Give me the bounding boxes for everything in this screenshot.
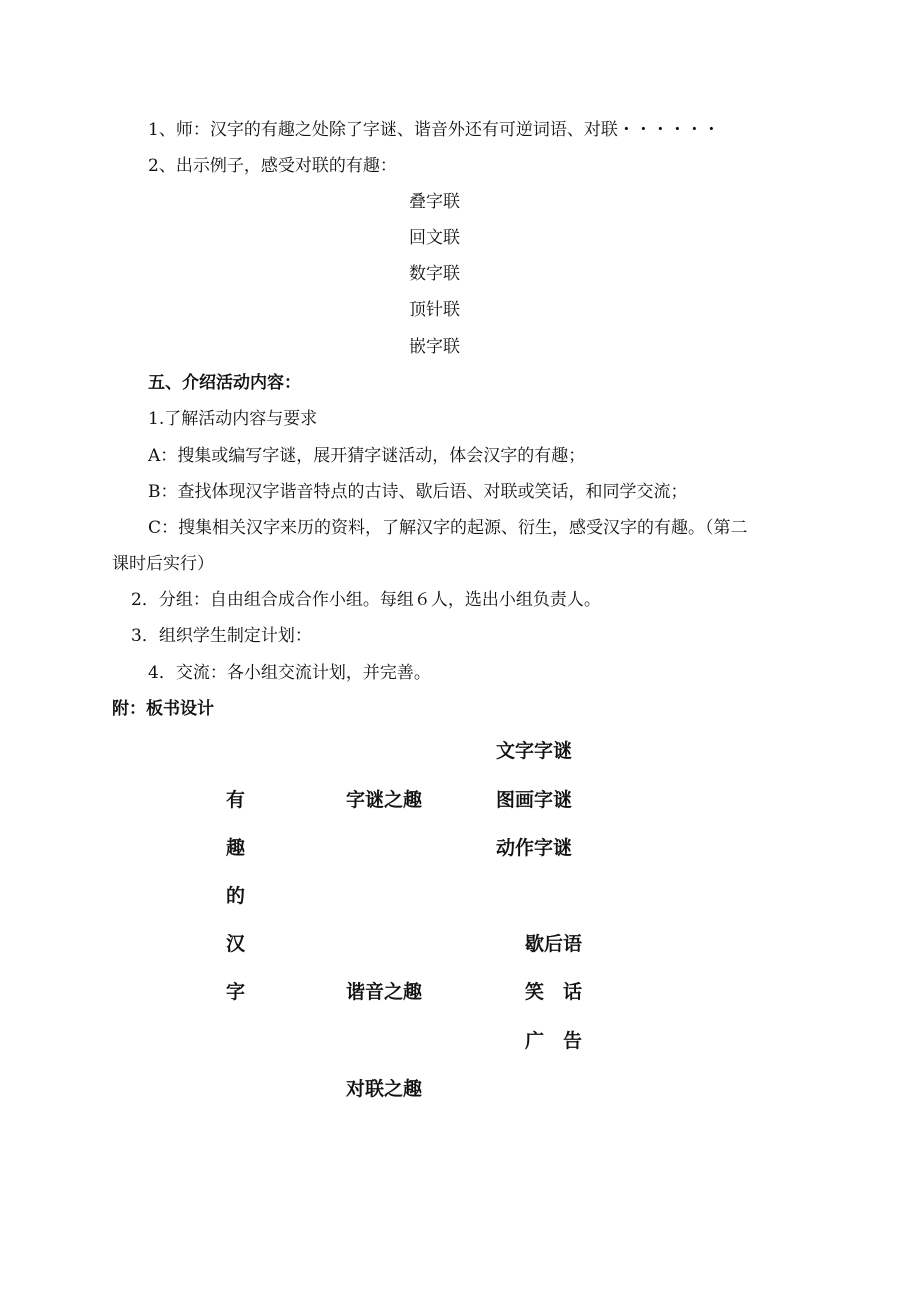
board-title-char: 汉 [226, 933, 246, 955]
couplet-type-item: 嵌字联 [409, 337, 460, 357]
section-heading: 五、介绍活动内容： [148, 373, 301, 393]
activity-item-4: 4．交流：各小组交流计划，并完善。 [148, 663, 431, 683]
board-title-char: 的 [226, 885, 246, 907]
couplet-type-item: 叠字联 [409, 192, 460, 212]
appendix-heading: 附：板书设计 [112, 699, 214, 719]
board-title-char: 字 [226, 981, 246, 1003]
homophone-type: 笑 话 [524, 981, 582, 1003]
paragraph-2: 2、出示例子，感受对联的有趣： [148, 156, 397, 176]
riddle-type: 文字字谜 [496, 740, 573, 762]
riddle-type: 图画字谜 [496, 789, 573, 811]
activity-item-2: 2．分组：自由组合成合作小组。每组６人，选出小组负责人。 [131, 590, 601, 610]
board-title-char: 趣 [226, 837, 246, 859]
couplet-type-item: 顶针联 [409, 300, 460, 320]
homophone-type: 广 告 [524, 1030, 582, 1052]
riddle-fun-label: 字谜之趣 [346, 789, 423, 811]
couplet-type-item: 回文联 [409, 228, 460, 248]
activity-item-1: 1.了解活动内容与要求 [148, 409, 318, 429]
riddle-type: 动作字谜 [496, 837, 573, 859]
couplet-type-item: 数字联 [409, 264, 460, 284]
board-title-char: 有 [226, 789, 246, 811]
homophone-type: 歇后语 [524, 933, 582, 955]
couplet-fun-label: 对联之趣 [346, 1078, 423, 1100]
activity-item-b: B：查找体现汉字谐音特点的古诗、歇后语、对联或笑话，和同学交流； [148, 482, 688, 502]
activity-item-3: 3．组织学生制定计划： [131, 626, 312, 646]
activity-item-a: A：搜集或编写字谜，展开猜字谜活动，体会汉字的有趣； [148, 446, 586, 466]
homophone-fun-label: 谐音之趣 [346, 981, 423, 1003]
activity-item-c-continued: 课时后实行） [112, 554, 214, 574]
activity-item-c: C：搜集相关汉字来历的资料，了解汉字的起源、衍生，感受汉字的有趣。（第二 [148, 518, 748, 538]
paragraph-1: 1、师：汉字的有趣之处除了字谜、谐音外还有可逆词语、对联・・・・・・ [148, 120, 720, 140]
